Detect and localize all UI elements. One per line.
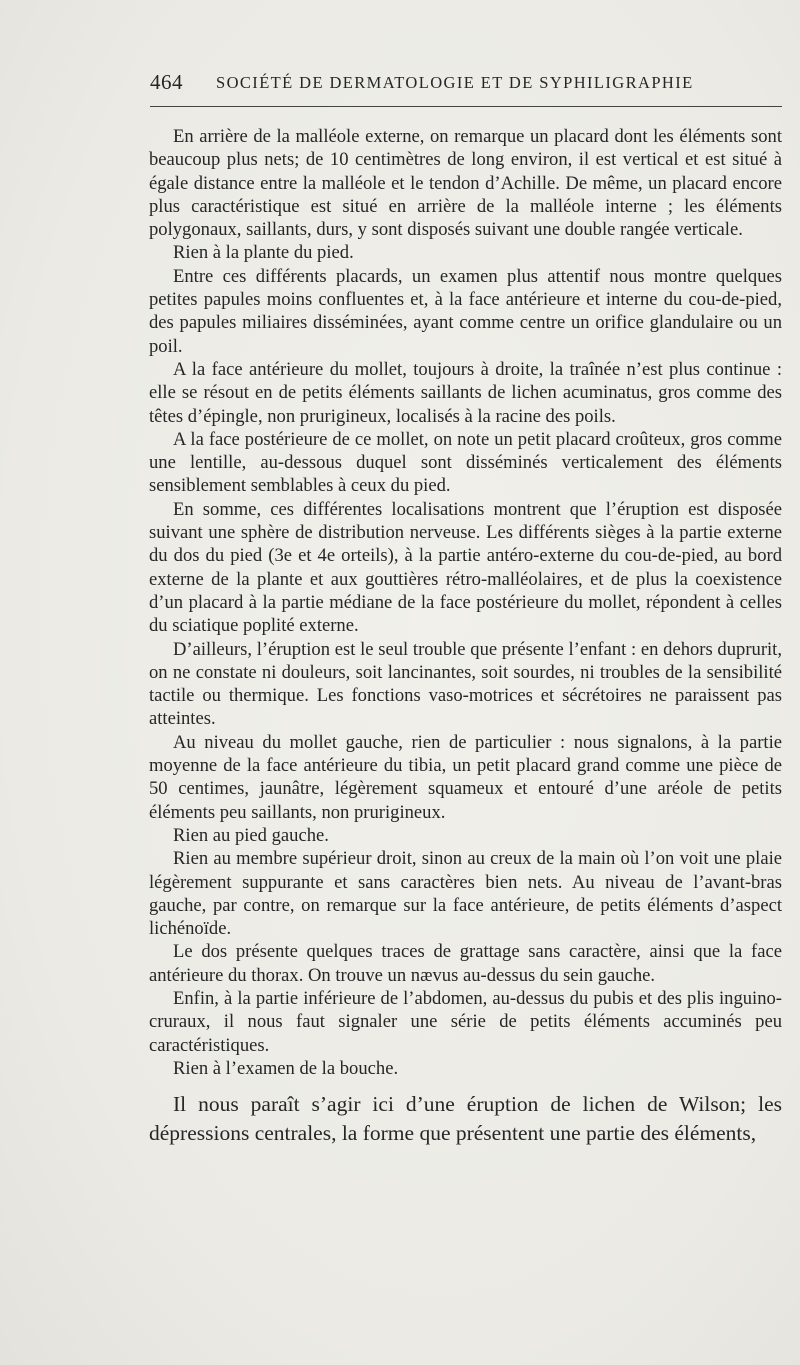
paragraph: Rien au membre supérieur droit, sinon au creux de la main où l’on voit une plaie légèrement suppurante et sans caractères bien nets. Au niveau de l’avant-bras gauche, par contre, on remarque sur la face antérieure, de petits éléments d’aspect lichénoïde.: [149, 848, 782, 940]
paragraph: Entre ces différents placards, un examen plus attentif nous montre quelques petites papules moins confluentes et, à la face antérieure et interne du cou-de-pied, des papules miliaires disséminées, ayant comme centre un orifice glandulaire ou un poil.: [149, 265, 782, 357]
page-number: 464: [150, 70, 183, 94]
paragraph: Enfin, à la partie inférieure de l’abdomen, au-dessus du pubis et des plis inguino-cruraux, il nous faut signaler une série de petits éléments accuminés peu caractéristiques.: [149, 987, 782, 1056]
paragraph: A la face antérieure du mollet, toujours à droite, la traînée n’est plus continue : elle se résout en de petits éléments saillants de lichen acuminatus, gros comme des têtes d’épingle, non prurigineux, localisés à la racine des poils.: [149, 358, 782, 427]
paragraph: Rien à l’examen de la bouche.: [173, 1057, 399, 1079]
running-header: [150, 70, 780, 100]
paragraph: Rien à la plante du pied.: [173, 242, 354, 264]
paragraph: Rien au pied gauche.: [173, 824, 329, 846]
paragraph: D’ailleurs, l’éruption est le seul trouble que présente l’enfant : en dehors duprurit, on ne constate ni douleurs, soit lancinantes, soit sourdes, ni troubles de la sensibilité tactile ou thermique. Les fonctions vaso-motrices et sécrétoires ne paraissent pas atteintes.: [149, 638, 782, 730]
paragraph: Au niveau du mollet gauche, rien de particulier : nous signalons, à la partie moyenne de la face antérieure du tibia, un petit placard grand comme une pièce de 50 centimes, jaunâtre, légèrement squameux et entouré d’une aréole de petits éléments peu saillants, non prurigineux.: [149, 731, 782, 823]
lead-paragraph: Il nous paraît s’agir ici d’une éruption de lichen de Wilson; les dépressions centrales, la forme que présentent une partie des éléments,: [149, 1092, 782, 1146]
paragraph: A la face postérieure de ce mollet, on note un petit placard croûteux, gros comme une lentille, au-dessous duquel sont disséminés verticalement des éléments sensiblement semblables à ceux du pied.: [149, 428, 782, 497]
paragraph: Le dos présente quelques traces de grattage sans caractère, ainsi que la face antérieure du thorax. On trouve un nævus au-dessus du sein gauche.: [149, 941, 782, 986]
header-rule: [150, 106, 782, 107]
paragraph: En arrière de la malléole externe, on remarque un placard dont les éléments sont beaucoup plus nets; de 10 centimètres de long environ, il est vertical et est situé à égale distance entre la malléole et le tendon d’Achille. De même, un placard encore plus caractéristique est situé en arrière de la malléole interne ; les éléments polygonaux, saillants, durs, y sont disposés suivant une double rangée verticale.: [149, 126, 782, 241]
running-title: SOCIÉTÉ DE DERMATOLOGIE ET DE SYPHILIGRAPHIE: [216, 73, 694, 92]
paragraph: En somme, ces différentes localisations montrent que l’éruption est disposée suivant une sphère de distribution nerveuse. Les différents sièges à la partie externe du dos du pied (3e et 4e orteils), à la partie antéro-externe du cou-de-pied, au bord externe de la plante et aux gouttières rétro-malléolaires, et de plus la coexistence d’un placard à la partie médiane de la face postérieure du mollet, répondent à celles du sciatique poplité externe.: [149, 498, 782, 637]
body-text: [149, 125, 782, 1148]
